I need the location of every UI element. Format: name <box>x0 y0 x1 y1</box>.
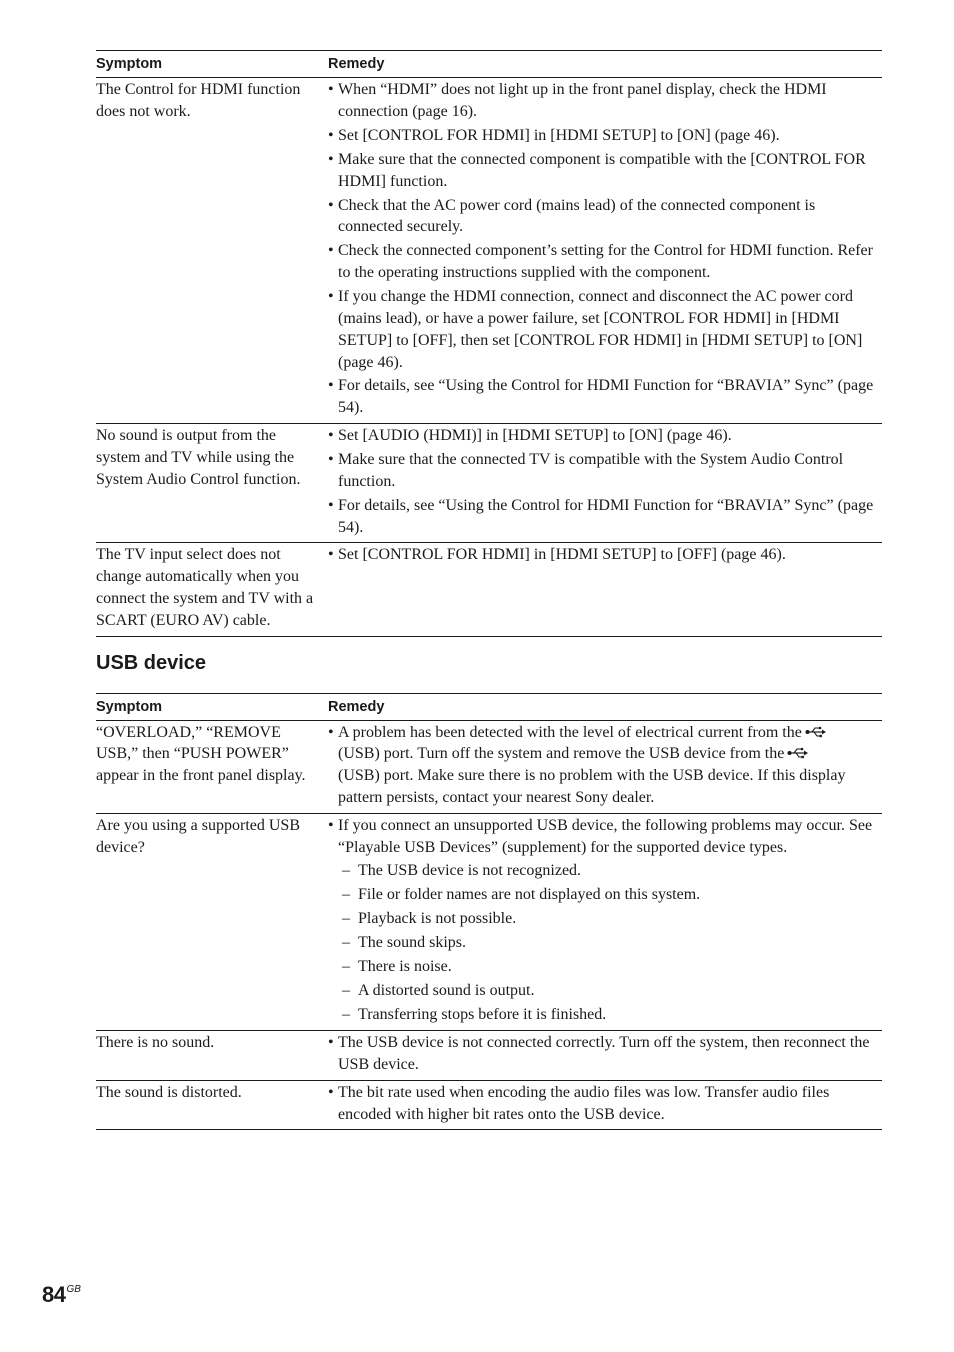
hdmi-troubleshooting-table <box>96 50 882 637</box>
remedy-header: Remedy <box>328 51 882 78</box>
remedy-item: • When “HDMI” does not light up in the front panel display, check the HDMI connection (page 16). <box>328 79 882 123</box>
remedy-cell <box>328 1080 882 1130</box>
page-content <box>96 50 882 1130</box>
symptom-cell: The Control for HDMI function does not work. <box>96 78 328 424</box>
remedy-item: • For details, see “Using the Control for HDMI Function for “BRAVIA” Sync” (page 54). <box>328 495 882 539</box>
symptom-cell: No sound is output from the system and TV while using the System Audio Control function. <box>96 424 328 543</box>
table-row <box>96 1080 882 1130</box>
remedy-item: • Check that the AC power cord (mains lead) of the connected component is connected securely. <box>328 195 882 239</box>
remedy-cell <box>328 424 882 543</box>
table-row <box>96 1031 882 1081</box>
symptom-cell: There is no sound. <box>96 1031 328 1081</box>
usb-troubleshooting-table <box>96 693 882 1131</box>
remedy-item: • Set [AUDIO (HDMI)] in [HDMI SETUP] to [ON] (page 46). <box>328 425 882 447</box>
remedy-cell <box>328 78 882 424</box>
remedy-list <box>328 1082 882 1126</box>
problem-item: – File or folder names are not displayed on this system. <box>338 884 882 906</box>
usb-icon <box>787 747 809 759</box>
table-header-row <box>96 693 882 720</box>
symptom-cell: “OVERLOAD,” “REMOVE USB,” then “PUSH POWER” appear in the front panel display. <box>96 720 328 813</box>
page-number-value: 84 <box>42 1282 66 1307</box>
remedy-cell <box>328 1031 882 1081</box>
table-row <box>96 813 882 1030</box>
problem-item: – A distorted sound is output. <box>338 980 882 1002</box>
remedy-list <box>328 425 882 538</box>
symptom-cell: The TV input select does not change automatically when you connect the system and TV with a SCART (EURO AV) cable. <box>96 543 328 636</box>
table-row <box>96 424 882 543</box>
symptom-cell: Are you using a supported USB device? <box>96 813 328 1030</box>
remedy-list <box>328 544 882 566</box>
remedy-item <box>328 815 882 1026</box>
remedy-text: (USB) port. Make sure there is no problem with the USB device. If this display pattern persists, contact your nearest Sony dealer. <box>338 767 846 807</box>
problem-item: – The sound skips. <box>338 932 882 954</box>
problem-item: – There is noise. <box>338 956 882 978</box>
symptom-header: Symptom <box>96 51 328 78</box>
table-header-row <box>96 51 882 78</box>
remedy-list <box>328 722 882 809</box>
remedy-item: • If you change the HDMI connection, connect and disconnect the AC power cord (mains lead), or have a power failure, set [CONTROL FOR HDMI] in [HDMI SETUP] to [OFF], then set [CONTROL FOR HDMI] in [HDMI SETUP] to [ON] (page 46). <box>328 286 882 373</box>
remedy-text: (USB) port. Turn off the system and remove the USB device from the <box>338 745 785 763</box>
remedy-item <box>328 722 882 809</box>
problem-list <box>338 860 882 1026</box>
remedy-item: • The bit rate used when encoding the audio files was low. Transfer audio files encoded with higher bit rates onto the USB device. <box>328 1082 882 1126</box>
symptom-header: Symptom <box>96 693 328 720</box>
symptom-cell: The sound is distorted. <box>96 1080 328 1130</box>
remedy-item: • The USB device is not connected correctly. Turn off the system, then reconnect the USB device. <box>328 1032 882 1076</box>
table-row <box>96 78 882 424</box>
problem-item: – The USB device is not recognized. <box>338 860 882 882</box>
section-title-usb-device: USB device <box>96 651 207 674</box>
usb-icon <box>805 726 827 738</box>
remedy-header: Remedy <box>328 693 882 720</box>
remedy-text: A problem has been detected with the level of electrical current from the <box>338 723 802 741</box>
remedy-list <box>328 79 882 419</box>
remedy-item: • Check the connected component’s setting for the Control for HDMI function. Refer to the operating instructions supplied with the component. <box>328 240 882 284</box>
page-number-suffix: GB <box>66 1284 81 1295</box>
remedy-cell <box>328 813 882 1030</box>
remedy-item: • Set [CONTROL FOR HDMI] in [HDMI SETUP] to [OFF] (page 46). <box>328 544 882 566</box>
page-number <box>42 1282 81 1308</box>
remedy-item: • Make sure that the connected TV is compatible with the System Audio Control function. <box>328 449 882 493</box>
table-row <box>96 543 882 636</box>
remedy-cell <box>328 720 882 813</box>
remedy-cell <box>328 543 882 636</box>
remedy-item: • Set [CONTROL FOR HDMI] in [HDMI SETUP] to [ON] (page 46). <box>328 125 882 147</box>
remedy-item: • For details, see “Using the Control for HDMI Function for “BRAVIA” Sync” (page 54). <box>328 375 882 419</box>
problem-item: – Transferring stops before it is finished. <box>338 1004 882 1026</box>
remedy-list <box>328 1032 882 1076</box>
remedy-list <box>328 815 882 1026</box>
remedy-item: • Make sure that the connected component is compatible with the [CONTROL FOR HDMI] function. <box>328 149 882 193</box>
problem-item: – Playback is not possible. <box>338 908 882 930</box>
table-row <box>96 720 882 813</box>
remedy-text: If you connect an unsupported USB device, the following problems may occur. See “Playable USB Devices” (supplement) for the supported device types. <box>338 816 873 856</box>
